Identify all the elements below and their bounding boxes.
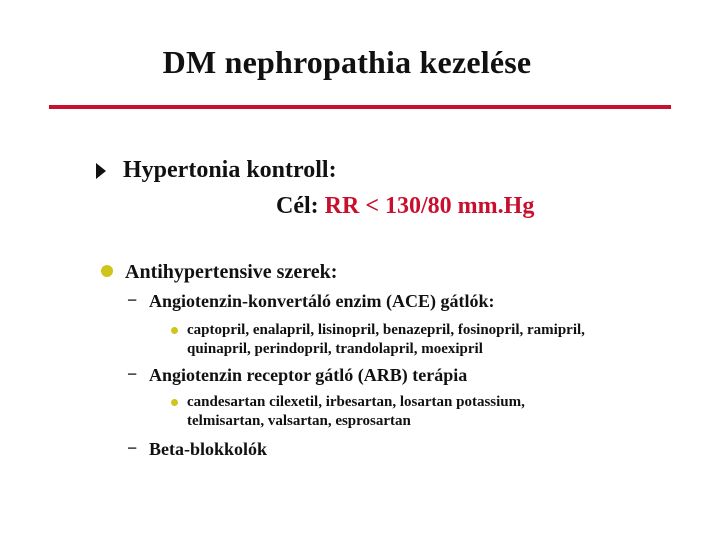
goal-line	[276, 193, 534, 220]
small-bullet-icon	[171, 327, 178, 334]
group-label-ace: Angiotenzin-konvertáló enzim (ACE) gátlók:	[149, 291, 495, 311]
dash-icon: −	[127, 438, 138, 458]
small-bullet-icon	[171, 399, 178, 406]
drug-list-arb-line2: telmisartan, valsartan, esprosartan	[187, 413, 411, 429]
title-divider	[49, 105, 671, 109]
sub-label: Antihypertensive szerek:	[125, 261, 338, 283]
goal-label: Cél:	[276, 193, 325, 219]
drug-list-ace-line2: quinapril, perindopril, trandolapril, moexipril	[187, 341, 483, 357]
group-label-arb: Angiotenzin receptor gátló (ARB) terápia	[149, 365, 468, 385]
drug-list-ace-line1: captopril, enalapril, lisinopril, benazepril, fosinopril, ramipril,	[187, 322, 585, 338]
point-label: Hypertonia kontroll:	[123, 157, 337, 183]
drug-list-arb-line1: candesartan cilexetil, irbesartan, losartan potassium,	[187, 394, 525, 410]
dash-icon: −	[127, 364, 138, 384]
group-label-beta: Beta-blokkolók	[149, 439, 268, 459]
round-bullet-icon	[101, 265, 113, 277]
slide-title: DM nephropathia kezelése	[162, 44, 532, 80]
goal-value: RR < 130/80 mm.Hg	[324, 193, 535, 219]
dash-icon: −	[127, 290, 138, 310]
arrow-bullet-icon	[96, 163, 106, 179]
